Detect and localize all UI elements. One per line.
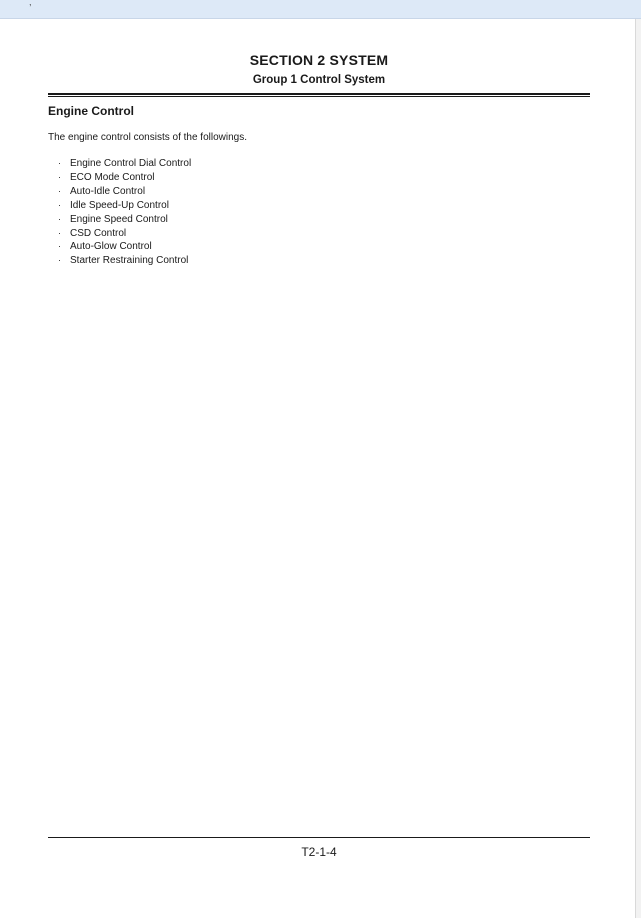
list-item-label: Idle Speed-Up Control — [70, 199, 169, 211]
list-item — [58, 185, 191, 199]
section-title: SECTION 2 SYSTEM — [249, 52, 389, 68]
bullet-icon: · — [58, 227, 61, 238]
list-item — [58, 240, 191, 254]
engine-control-heading: Engine Control — [48, 104, 134, 118]
list-item-label: Engine Speed Control — [70, 213, 168, 225]
bullet-icon: · — [58, 241, 61, 252]
list-item — [58, 213, 191, 227]
list-item — [58, 227, 191, 241]
top-bar-mark: , — [29, 0, 32, 7]
bullet-icon: · — [58, 158, 61, 168]
viewer-top-bar — [0, 0, 641, 19]
bullet-icon: · — [58, 255, 61, 266]
page-edge-shadow — [635, 19, 641, 918]
document-page — [0, 19, 636, 918]
list-item-label: Auto-Glow Control — [70, 241, 152, 253]
list-item-label: Starter Restraining Control — [70, 255, 189, 267]
header-rule-thick — [48, 93, 590, 95]
list-item — [58, 157, 191, 171]
list-item — [58, 254, 191, 268]
bullet-icon: · — [58, 171, 61, 182]
control-list — [58, 157, 191, 268]
group-title: Group 1 Control System — [252, 74, 386, 86]
list-item — [58, 171, 191, 185]
bullet-icon: · — [58, 185, 61, 196]
list-item-label: CSD Control — [70, 227, 127, 239]
bullet-icon: · — [58, 199, 61, 210]
page-number: T2-1-4 — [301, 845, 337, 859]
list-item-label: Auto-Idle Control — [70, 185, 146, 197]
list-item-label: Engine Control Dial Control — [70, 158, 192, 169]
list-item — [58, 199, 191, 213]
intro-text: The engine control consists of the followings. — [48, 132, 247, 143]
footer-rule — [48, 837, 590, 838]
bullet-icon: · — [58, 213, 61, 224]
list-item-label: ECO Mode Control — [70, 171, 155, 183]
header-rule-thin — [48, 96, 590, 97]
